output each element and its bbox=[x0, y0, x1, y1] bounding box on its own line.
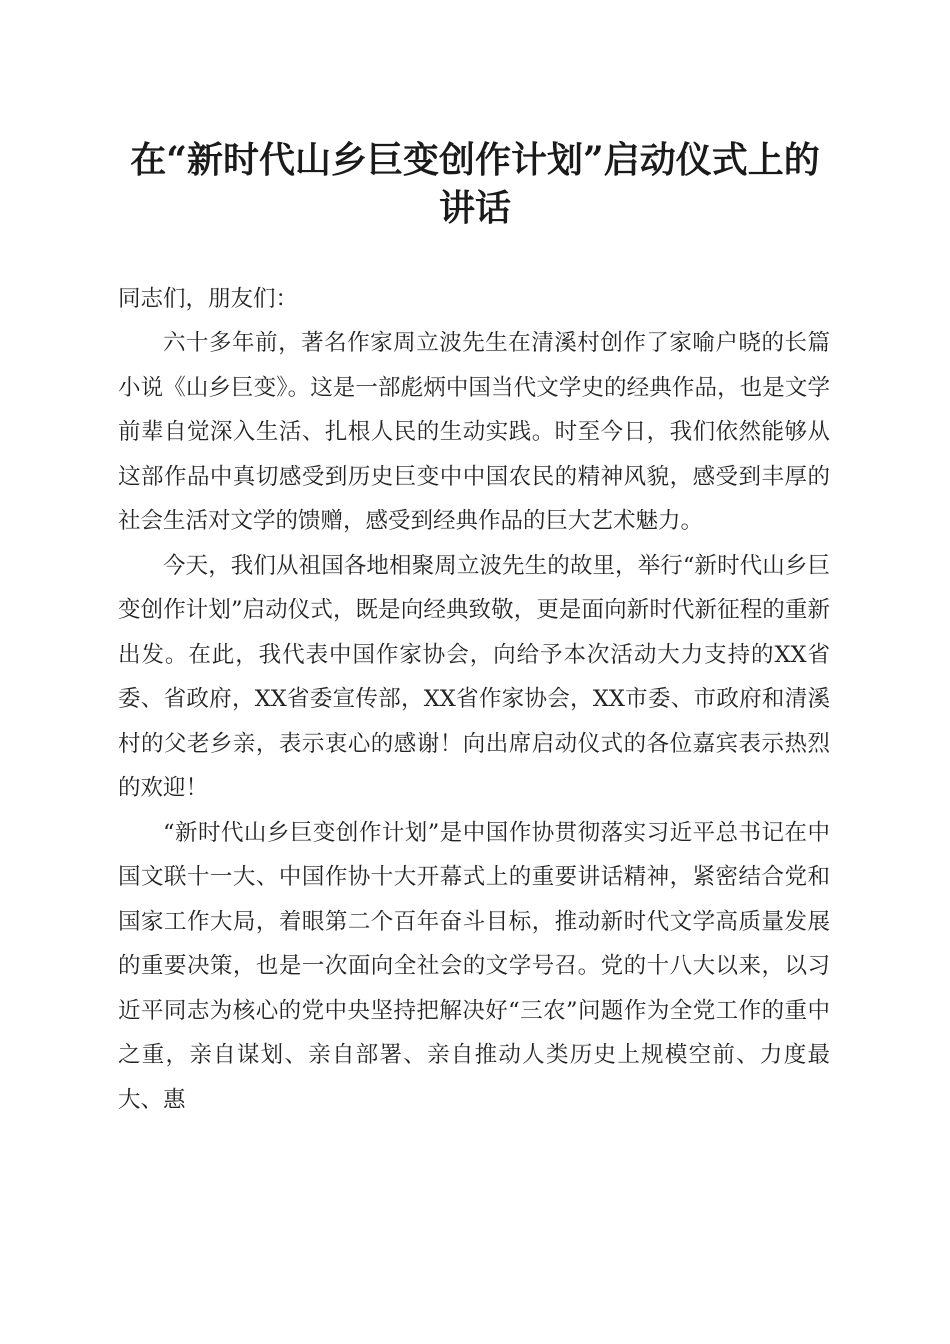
salutation: 同志们，朋友们： bbox=[118, 286, 299, 312]
paragraph-1: 六十多年前，著名作家周立波先生在清溪村创作了家喻户晓的长篇小说《山乡巨变》。这是一部彪炳中国当代文学史的经典作品，也是文学前辈自觉深入生活、扎根人民的生动实践。时至今日，我们依然能够从这部作品中真切感受到历史巨变中中国农民的精神风貌，感受到丰厚的社会生活对文学的馈赠，感受到经典作品的巨大艺术魅力。 bbox=[118, 330, 830, 534]
speech-body bbox=[118, 321, 830, 1122]
paragraph-2: 今天，我们从祖国各地相聚周立波先生的故里，举行“新时代山乡巨变创作计划”启动仪式，既是向经典致敬，更是面向新时代新征程的重新出发。在此，我代表中国作家协会，向给予本次活动大力支持的XX省委、省政府，XX省委宣传部，XX省作家协会，XX市委、市政府和清溪村的父老乡亲，表示衷心的感谢！向出席启动仪式的各位嘉宾表示热烈的欢迎！ bbox=[118, 552, 830, 801]
paragraph-3: “新时代山乡巨变创作计划”是中国作协贯彻落实习近平总书记在中国文联十一大、中国作协十大开幕式上的重要讲话精神，紧密结合党和国家工作大局，着眼第二个百年奋斗目标，推动新时代文学高质量发展的重要决策，也是一次面向全社会的文学号召。党的十八大以来，以习近平同志为核心的党中央坚持把解决好“三农”问题作为全党工作的重中之重，亲自谋划、亲自部署、亲自推动人类历史上规模空前、力度最大、惠 bbox=[118, 819, 830, 1113]
document-title-line-1: 在“新时代山乡巨变创作计划”启动仪式上的 bbox=[130, 139, 820, 181]
document-title-line-2: 讲话 bbox=[438, 187, 511, 229]
